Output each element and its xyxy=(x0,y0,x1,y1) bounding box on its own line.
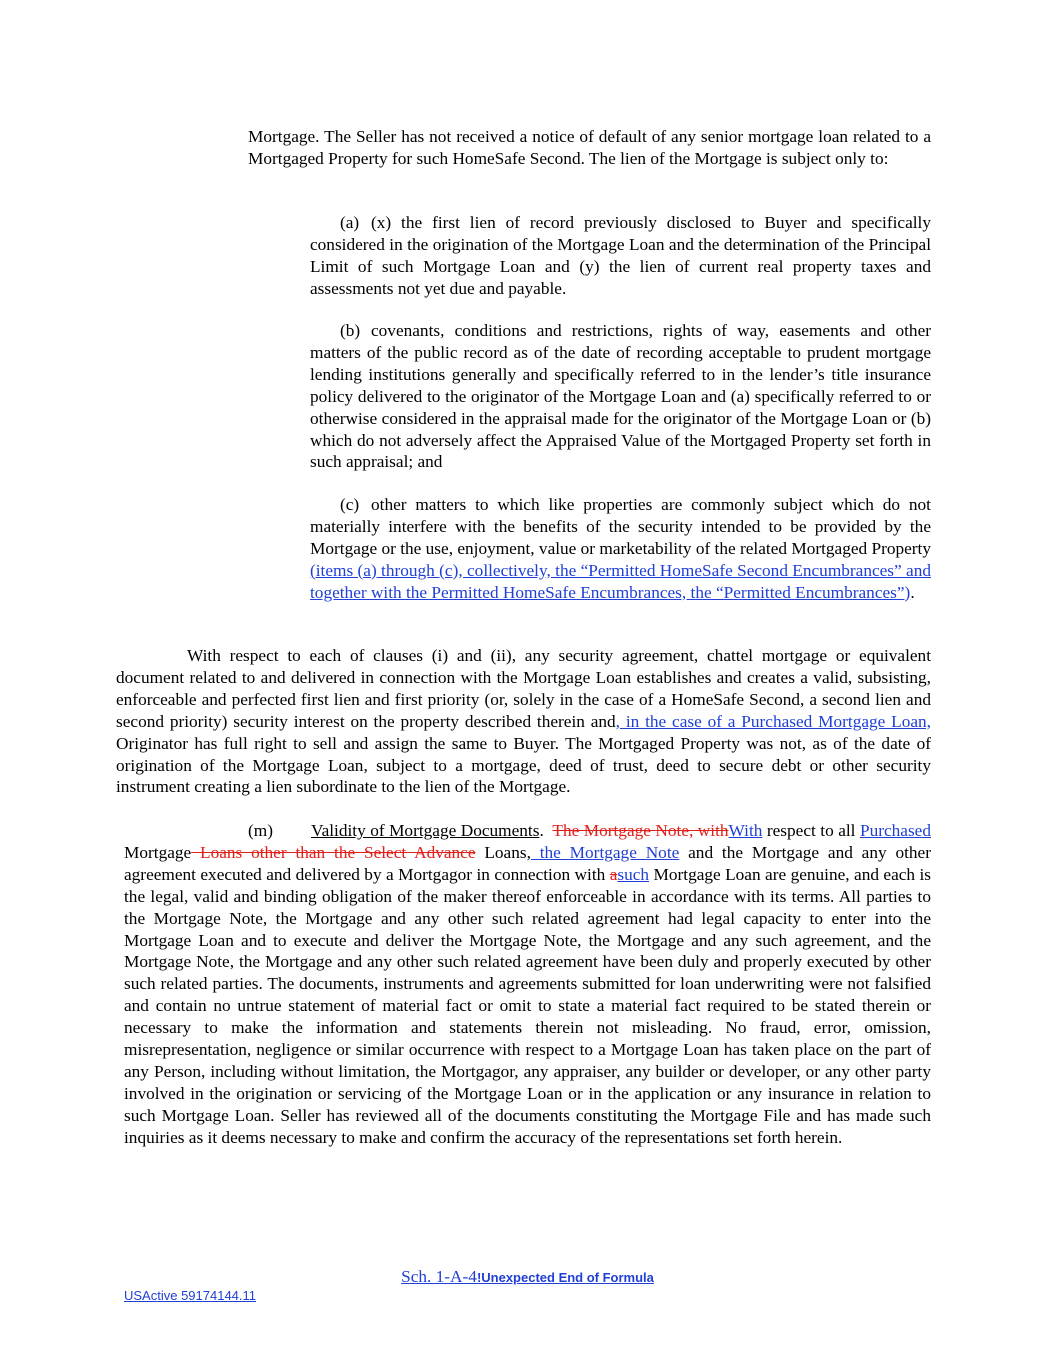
section-m-validity: (m) Validity of Mortgage Documents. The Mortgage Note, withWith respect to all Purchased Mortgage Loans other than the Select Advance Loans, the Mortgage Note and the Mortgage and any other agreement executed and delivered by a Mortgagor in connection with asuch Mortgage Loan are genuine, and each is the legal, valid and binding obligation of the maker thereof enforceable in accordance with its terms. All parties to the Mortgage Note, the Mortgage and any other such related agreement had legal capacity to enter into the Mortgage Loan and to execute and deliver the Mortgage Note, the Mortgage and any such agreement, and the Mortgage Note, the Mortgage and any other such related agreement have been duly and properly executed by other such related parties. The documents, instruments and agreements submitted for loan underwriting were not falsified and contain no untrue statement of material fact or omit to state a material fact required to be stated therein or necessary to make the information and statements therein not misleading. No fraud, error, omission, misrepresentation, negligence or similar occurrence with respect to a Mortgage Loan has taken place on the part of any Person, including without limitation, the Mortgagor, any appraiser, any builder or developer, or any other party involved in the origination or servicing of the Mortgage Loan or in the application or any insurance in relation to such Mortgage Loan. Seller has reviewed all of the documents constituting the Mortgage File and has made such inquiries as it deems necessary to make and confirm the accuracy of the representations set forth herein. xyxy=(124,821,932,1147)
deleted-text: The Mortgage Note, with xyxy=(552,821,729,840)
list-item-label: (a) xyxy=(340,213,360,232)
inserted-text: the Mortgage Note xyxy=(530,842,680,862)
paragraph-mortgage-lien: Mortgage. The Seller has not received a notice of default of any senior mortgage loan related to a Mortgaged Property for such HomeSafe Second. The lien of the Mortgage is subject only to: xyxy=(248,127,931,168)
list-item-b: (b) covenants, conditions and restrictions, rights of way, easements and other matters of the public record as of the date of recording acceptable to prudent mortgage lending institutions generally and specifically referred to in the lender’s title insurance policy delivered to the originator of the Mortgage Loan and (a) specifically referred to or otherwise considered in the appraisal made for the originator of the Mortgage Loan or (b) which do not adversely affect the Appraised Value of the Mortgaged Property set forth in such appraisal; and xyxy=(310,321,931,472)
page-footer xyxy=(0,1267,1055,1287)
section-label: (m) xyxy=(248,821,273,840)
deleted-text: a xyxy=(609,864,618,884)
paragraph-security-agreement: With respect to each of clauses (i) and (ii), any security agreement, chattel mortgage or equivalent document related to and delivered in connection with the Mortgage Loan establishes and creates a valid, subsisting, enforceable and perfected first lien and first priority (or, solely in the case of a HomeSafe Second, a second lien and second priority) security interest on the property described therein and, in the case of a Purchased Mortgage Loan, Originator has full right to sell and assign the same to Buyer. The Mortgaged Property was not, as of the date of origination of the Mortgage Loan, subject to a mortgage, deed of trust, deed to secure debt or other security instrument creating a lien subordinate to the lien of the Mortgage. xyxy=(116,646,931,797)
list-item-a: (a) (x) the first lien of record previously disclosed to Buyer and specifically considered in the origination of the Mortgage Loan and the determination of the Principal Limit of such Mortgage Loan and (y) the lien of current real property taxes and assessments not yet due and payable. xyxy=(310,213,931,298)
inserted-text: Purchased xyxy=(859,821,931,840)
deleted-text: Loans other than the Select Advance xyxy=(191,842,476,862)
section-heading: Validity of Mortgage Documents xyxy=(311,821,540,840)
inserted-text: (items (a) through (c), collectively, the “Permitted HomeSafe Second Encumbrances” and together with the Permitted HomeSafe Encumbrances, the “Permitted Encumbrances”) xyxy=(310,560,931,602)
inserted-text: , in the case of a Purchased Mortgage Loan, xyxy=(615,711,931,731)
inserted-text: such xyxy=(617,864,650,884)
page-number: Sch. 1-A-4 xyxy=(401,1267,477,1286)
list-item-label: (c) xyxy=(340,495,360,514)
list-item-c: (c) other matters to which like properties are commonly subject which do not materially interfere with the benefits of the security intended to be provided by the Mortgage or the use, enjoyment, value or marketability of the related Mortgaged Property (items (a) through (c), collectively, the “Permitted HomeSafe Second Encumbrances” and together with the Permitted HomeSafe Encumbrances, the “Permitted Encumbrances”). xyxy=(310,495,931,602)
list-item-label: (b) xyxy=(340,321,361,340)
document-id: USActive 59174144.11 xyxy=(124,1288,257,1303)
inserted-text: With xyxy=(728,821,763,840)
field-error-text: !Unexpected End of Formula xyxy=(476,1270,654,1285)
